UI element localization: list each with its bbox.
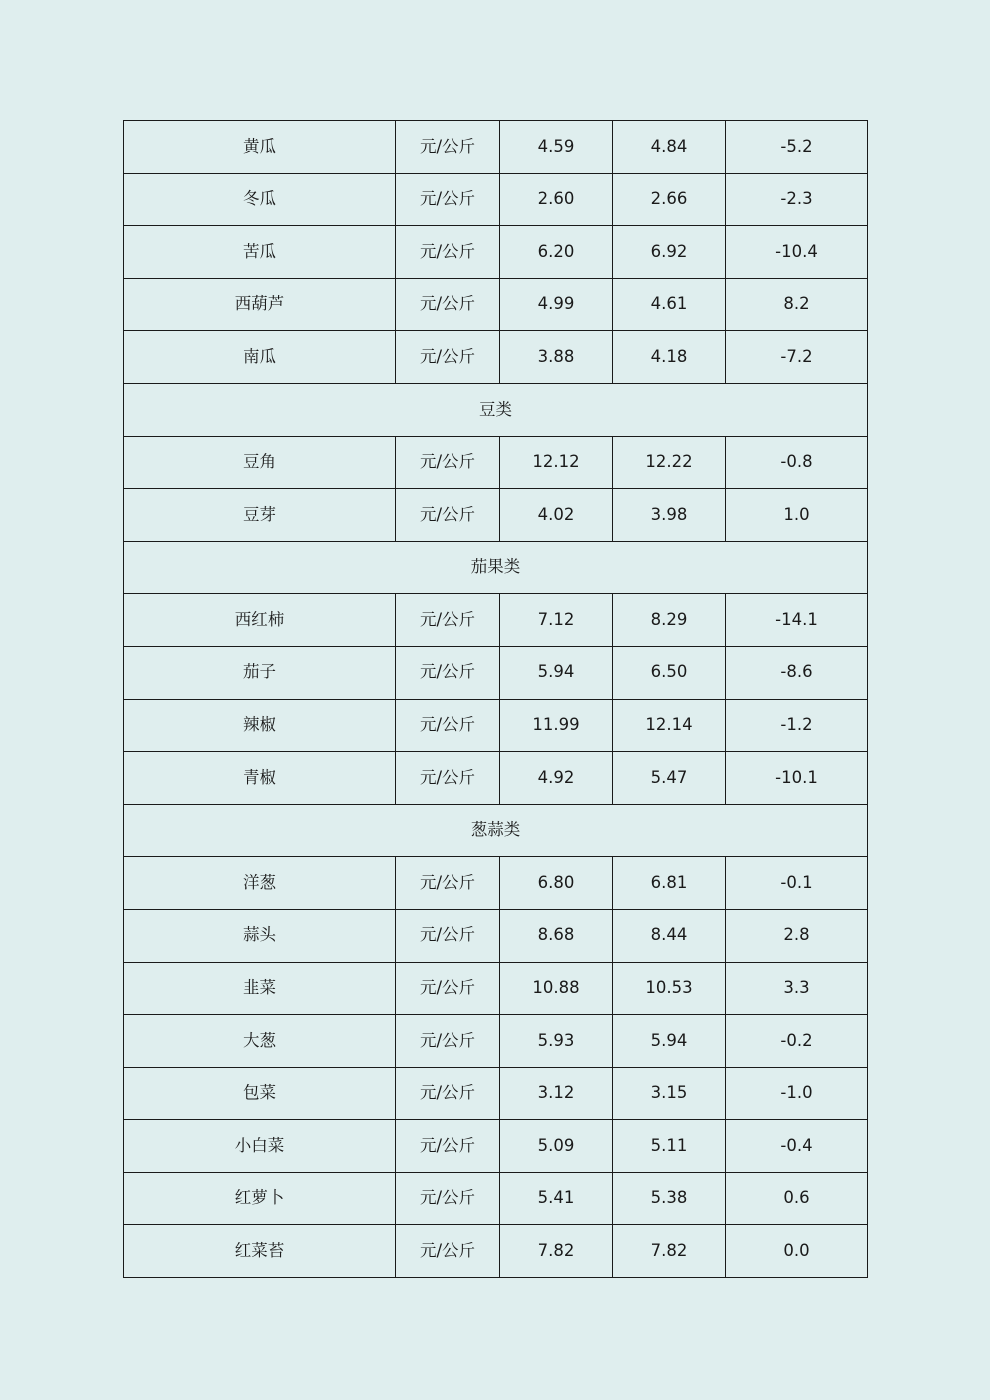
item-name-cell: 红萝卜	[124, 1172, 396, 1225]
unit-cell: 元/公斤	[396, 909, 500, 962]
table-row	[124, 699, 868, 752]
category-row	[124, 804, 868, 857]
change-percent-cell: -14.1	[726, 594, 868, 647]
change-percent-cell: -1.2	[726, 699, 868, 752]
item-name-cell: 西红柿	[124, 594, 396, 647]
previous-price-cell: 6.50	[613, 646, 726, 699]
current-price-cell: 8.68	[500, 909, 613, 962]
change-percent-cell: 2.8	[726, 909, 868, 962]
current-price-cell: 4.59	[500, 121, 613, 174]
table-row	[124, 1172, 868, 1225]
item-name-cell: 小白菜	[124, 1120, 396, 1173]
previous-price-cell: 12.22	[613, 436, 726, 489]
change-percent-cell: -1.0	[726, 1067, 868, 1120]
current-price-cell: 3.12	[500, 1067, 613, 1120]
table-row	[124, 121, 868, 174]
current-price-cell: 5.09	[500, 1120, 613, 1173]
current-price-cell: 6.80	[500, 857, 613, 910]
current-price-cell: 5.93	[500, 1015, 613, 1068]
price-table-body	[124, 121, 868, 1278]
current-price-cell: 12.12	[500, 436, 613, 489]
previous-price-cell: 6.92	[613, 226, 726, 279]
table-row	[124, 594, 868, 647]
current-price-cell: 2.60	[500, 173, 613, 226]
unit-cell: 元/公斤	[396, 752, 500, 805]
unit-cell: 元/公斤	[396, 699, 500, 752]
previous-price-cell: 6.81	[613, 857, 726, 910]
change-percent-cell: -8.6	[726, 646, 868, 699]
previous-price-cell: 4.61	[613, 278, 726, 331]
unit-cell: 元/公斤	[396, 857, 500, 910]
unit-cell: 元/公斤	[396, 1015, 500, 1068]
table-row	[124, 278, 868, 331]
change-percent-cell: -10.1	[726, 752, 868, 805]
item-name-cell: 苦瓜	[124, 226, 396, 279]
current-price-cell: 7.82	[500, 1225, 613, 1278]
previous-price-cell: 4.18	[613, 331, 726, 384]
change-percent-cell: -7.2	[726, 331, 868, 384]
item-name-cell: 洋葱	[124, 857, 396, 910]
unit-cell: 元/公斤	[396, 1172, 500, 1225]
previous-price-cell: 5.11	[613, 1120, 726, 1173]
current-price-cell: 7.12	[500, 594, 613, 647]
current-price-cell: 3.88	[500, 331, 613, 384]
change-percent-cell: 0.0	[726, 1225, 868, 1278]
previous-price-cell: 12.14	[613, 699, 726, 752]
unit-cell: 元/公斤	[396, 1225, 500, 1278]
unit-cell: 元/公斤	[396, 121, 500, 174]
previous-price-cell: 5.94	[613, 1015, 726, 1068]
table-row	[124, 857, 868, 910]
table-row	[124, 962, 868, 1015]
table-row	[124, 1067, 868, 1120]
unit-cell: 元/公斤	[396, 226, 500, 279]
previous-price-cell: 5.47	[613, 752, 726, 805]
item-name-cell: 韭菜	[124, 962, 396, 1015]
previous-price-cell: 3.15	[613, 1067, 726, 1120]
change-percent-cell: -0.2	[726, 1015, 868, 1068]
change-percent-cell: -0.8	[726, 436, 868, 489]
current-price-cell: 4.02	[500, 489, 613, 542]
unit-cell: 元/公斤	[396, 278, 500, 331]
table-row	[124, 226, 868, 279]
category-row	[124, 541, 868, 594]
change-percent-cell: 0.6	[726, 1172, 868, 1225]
table-row	[124, 646, 868, 699]
change-percent-cell: -0.1	[726, 857, 868, 910]
category-row	[124, 383, 868, 436]
previous-price-cell: 2.66	[613, 173, 726, 226]
category-label: 茄果类	[124, 541, 868, 594]
item-name-cell: 南瓜	[124, 331, 396, 384]
change-percent-cell: -5.2	[726, 121, 868, 174]
item-name-cell: 大葱	[124, 1015, 396, 1068]
table-row	[124, 1120, 868, 1173]
change-percent-cell: -2.3	[726, 173, 868, 226]
category-label: 葱蒜类	[124, 804, 868, 857]
previous-price-cell: 5.38	[613, 1172, 726, 1225]
item-name-cell: 蒜头	[124, 909, 396, 962]
change-percent-cell: 1.0	[726, 489, 868, 542]
item-name-cell: 西葫芦	[124, 278, 396, 331]
change-percent-cell: -0.4	[726, 1120, 868, 1173]
item-name-cell: 冬瓜	[124, 173, 396, 226]
previous-price-cell: 10.53	[613, 962, 726, 1015]
change-percent-cell: 8.2	[726, 278, 868, 331]
current-price-cell: 11.99	[500, 699, 613, 752]
table-row	[124, 909, 868, 962]
item-name-cell: 青椒	[124, 752, 396, 805]
unit-cell: 元/公斤	[396, 436, 500, 489]
item-name-cell: 豆角	[124, 436, 396, 489]
item-name-cell: 豆芽	[124, 489, 396, 542]
previous-price-cell: 4.84	[613, 121, 726, 174]
unit-cell: 元/公斤	[396, 962, 500, 1015]
current-price-cell: 6.20	[500, 226, 613, 279]
item-name-cell: 黄瓜	[124, 121, 396, 174]
unit-cell: 元/公斤	[396, 646, 500, 699]
table-row	[124, 331, 868, 384]
previous-price-cell: 7.82	[613, 1225, 726, 1278]
unit-cell: 元/公斤	[396, 1067, 500, 1120]
unit-cell: 元/公斤	[396, 594, 500, 647]
change-percent-cell: -10.4	[726, 226, 868, 279]
table-row	[124, 1225, 868, 1278]
previous-price-cell: 8.44	[613, 909, 726, 962]
item-name-cell: 辣椒	[124, 699, 396, 752]
category-label: 豆类	[124, 383, 868, 436]
current-price-cell: 4.99	[500, 278, 613, 331]
item-name-cell: 茄子	[124, 646, 396, 699]
item-name-cell: 红菜苔	[124, 1225, 396, 1278]
current-price-cell: 5.41	[500, 1172, 613, 1225]
current-price-cell: 5.94	[500, 646, 613, 699]
table-row	[124, 1015, 868, 1068]
change-percent-cell: 3.3	[726, 962, 868, 1015]
unit-cell: 元/公斤	[396, 331, 500, 384]
previous-price-cell: 8.29	[613, 594, 726, 647]
vegetable-price-table	[123, 120, 868, 1278]
unit-cell: 元/公斤	[396, 1120, 500, 1173]
item-name-cell: 包菜	[124, 1067, 396, 1120]
previous-price-cell: 3.98	[613, 489, 726, 542]
table-row	[124, 489, 868, 542]
table-row	[124, 173, 868, 226]
current-price-cell: 4.92	[500, 752, 613, 805]
unit-cell: 元/公斤	[396, 173, 500, 226]
current-price-cell: 10.88	[500, 962, 613, 1015]
table-row	[124, 752, 868, 805]
unit-cell: 元/公斤	[396, 489, 500, 542]
table-row	[124, 436, 868, 489]
